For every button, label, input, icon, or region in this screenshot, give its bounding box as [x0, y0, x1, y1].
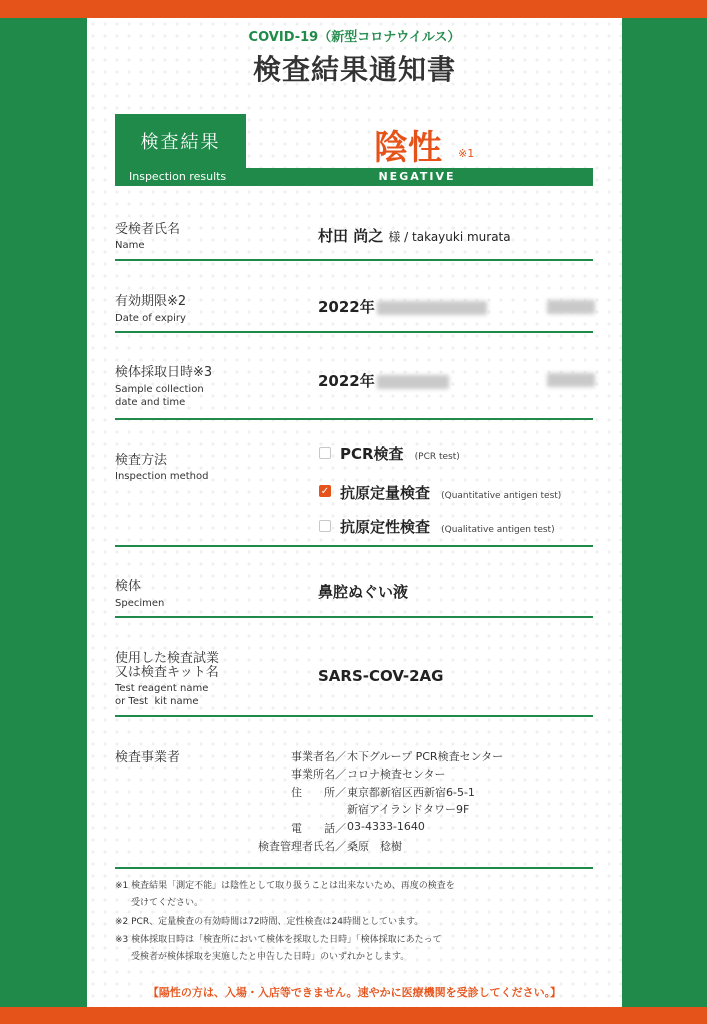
kit-label-ja-1: 使用した検査試業	[115, 651, 220, 666]
row-divider	[115, 867, 593, 869]
sample-label-en-1: Sample collection	[115, 384, 204, 395]
row-divider	[115, 259, 593, 261]
result-value-en: NEGATIVE	[378, 170, 456, 183]
qualitative-checkbox[interactable]	[319, 520, 331, 532]
quantitative-option-label: 抗原定量検査	[340, 484, 431, 502]
method-label-en: Inspection method	[115, 471, 209, 482]
provider-value: 東京都新宿区西新宿6-5-1	[347, 786, 475, 799]
quantitative-option	[340, 482, 561, 503]
expiry-label-ja: 有効期限※2	[115, 294, 187, 309]
specimen-value: 鼻腔ぬぐい液	[318, 583, 409, 601]
specimen-label-en: Specimen	[115, 598, 165, 609]
provider-value: 木下グループ PCR検査センター	[347, 750, 504, 763]
certificate-document	[87, 18, 622, 1007]
kit-label-en-2: or Test kit name	[115, 696, 199, 707]
redacted-time-block	[547, 300, 595, 314]
sample-year: 2022年	[318, 372, 375, 390]
expiry-year: 2022年	[318, 298, 375, 316]
provider-key: 住 所／	[291, 786, 346, 799]
footnote: 受検者が検体採取を実施したと申告した日時」のいずれかとします。	[131, 952, 410, 962]
provider-key: 検査管理者氏名／	[258, 840, 346, 853]
warning-message: 【陽性の方は、入場・入店等できません。速やかに医療機関を受診してください。】	[147, 986, 562, 999]
pcr-checkbox[interactable]	[319, 447, 331, 459]
name-value-romaji: / takayuki murata	[400, 230, 511, 244]
pcr-option-label: PCR検査	[340, 445, 404, 463]
result-label-ja: 検査結果	[140, 132, 221, 153]
kit-label-en-1: Test reagent name	[115, 683, 209, 694]
name-value-kanji: 村田 尚之	[318, 227, 384, 245]
pcr-option	[340, 443, 460, 464]
expiry-value	[318, 296, 487, 317]
provider-key: 事業所名／	[291, 768, 346, 781]
result-label-en: Inspection results	[129, 170, 227, 183]
quantitative-option-sub: (Quantitative antigen test)	[441, 491, 562, 501]
result-value: 陰性	[374, 128, 442, 168]
redacted-date-block	[377, 375, 449, 389]
top-border-bar	[0, 0, 707, 18]
provider-key: 事業者名／	[291, 750, 346, 763]
provider-key: 電 話／	[291, 822, 346, 835]
provider-value: 新宿アイランドタワー9F	[347, 803, 470, 816]
provider-value: 03-4333-1640	[347, 820, 425, 833]
redacted-date-block	[377, 301, 487, 315]
kit-label-ja-2: 又は検査キット名	[115, 665, 219, 680]
row-divider	[115, 545, 593, 547]
footnote: ※2 PCR、定量検査の有効時間は72時間、定性検査は24時間としています。	[115, 917, 424, 927]
result-note-mark: ※1	[458, 147, 475, 160]
footnote: ※1 検査結果「測定不能」は陰性として取り扱うことは出来ないため、再度の検査を	[115, 881, 455, 891]
row-divider	[115, 418, 593, 420]
bottom-border-bar	[0, 1007, 707, 1024]
provider-value: 桑原 稔樹	[347, 840, 402, 853]
kit-value: SARS-COV-2AG	[318, 667, 444, 685]
row-divider	[115, 616, 593, 618]
quantitative-checkbox[interactable]: ✓	[320, 486, 330, 497]
name-value	[318, 225, 511, 246]
method-label-ja: 検査方法	[115, 453, 168, 468]
document-title: 検査結果通知書	[252, 53, 456, 86]
qualitative-option-label: 抗原定性検査	[340, 518, 431, 536]
footnote: 受けてください。	[131, 898, 204, 908]
row-divider	[115, 331, 593, 333]
qualitative-option	[340, 516, 555, 537]
footnote: ※3 検体採取日時は「検査所において検体を採取した日時」「検体採取にあたって	[115, 935, 442, 945]
pcr-option-sub: (PCR test)	[414, 452, 460, 462]
name-value-honorific: 様	[388, 230, 401, 244]
name-label-ja: 受検者氏名	[115, 222, 181, 237]
sample-value	[318, 370, 449, 391]
provider-value: コロナ検査センター	[347, 768, 446, 781]
name-label-en: Name	[115, 240, 145, 251]
expiry-label-en: Date of expiry	[115, 313, 186, 324]
sample-label-en-2: date and time	[115, 397, 186, 408]
sample-label-ja: 検体採取日時※3	[115, 365, 213, 380]
provider-label: 検査事業者	[115, 750, 181, 765]
specimen-label-ja: 検体	[115, 579, 142, 594]
row-divider	[115, 715, 593, 717]
qualitative-option-sub: (Qualitative antigen test)	[441, 525, 555, 535]
redacted-time-block	[547, 373, 595, 387]
document-subtitle: COVID-19（新型コロナウイルス）	[248, 30, 461, 45]
